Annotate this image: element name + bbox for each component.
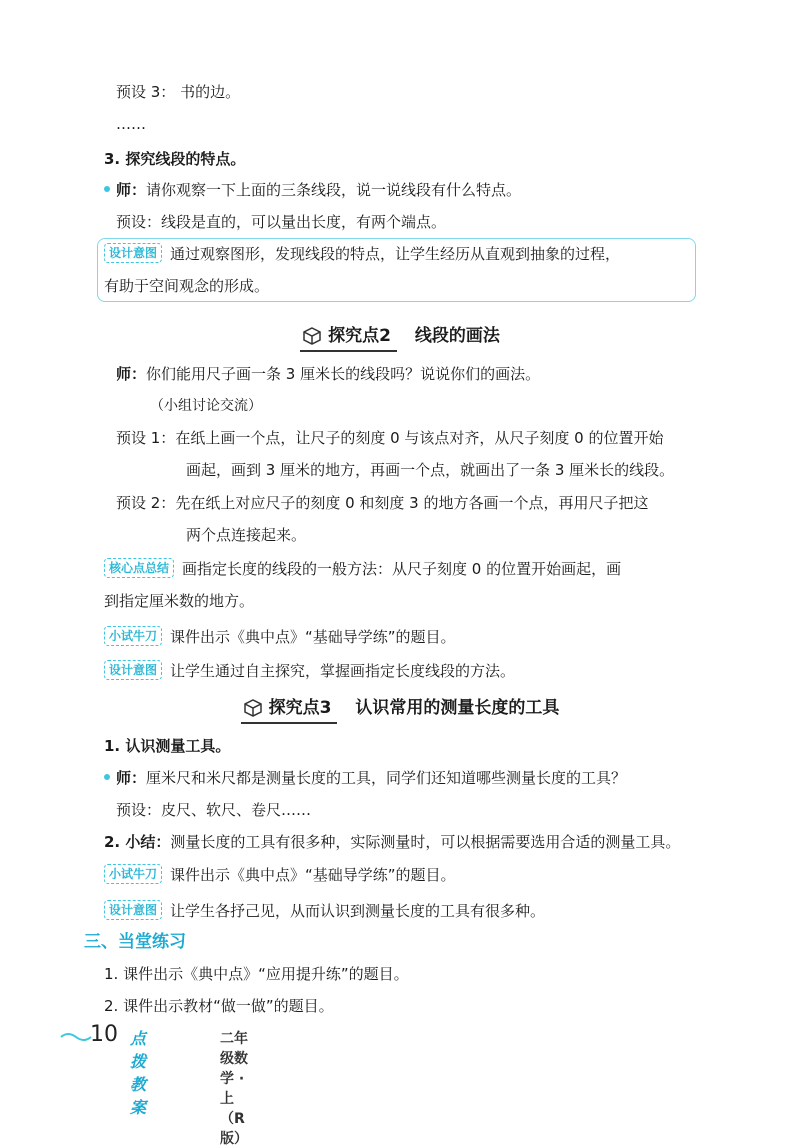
section3-item2: 2. 课件出示教材“做一做”的题目。 [104, 997, 334, 1015]
book-title: 二年级数学 · 上（R 版） [220, 1031, 248, 1147]
core-summary-tag: 核心点总结 [104, 558, 174, 578]
section3-item1: 1. 课件出示《典中点》“应用提升练”的题目。 [104, 965, 409, 983]
try-tag: 小试牛刀 [104, 626, 162, 646]
teacher-label: 师： [116, 769, 147, 787]
wave-icon [60, 1030, 92, 1044]
preset2-label: 预设 2： [116, 494, 176, 512]
preset1-text-a: 在纸上画一个点，让尺子的刻度 0 与该点对齐，从尺子刻度 0 的位置开始 [175, 429, 664, 447]
preset2-line-a [116, 491, 648, 515]
design-text: 让学生各抒己见，从而认识到测量长度的工具有很多种。 [170, 902, 546, 920]
point2-teacher-line [116, 362, 540, 386]
bullet-dot-icon [104, 774, 110, 780]
group-discussion: （小组讨论交流） [150, 398, 262, 414]
design-intent-tag: 设计意图 [104, 243, 162, 263]
point3-design-line [104, 899, 545, 923]
core-summary-line-1 [104, 557, 621, 581]
point3-preset: 预设：皮尺、软尺、卷尺…… [116, 801, 312, 819]
point3-label: 探究点3 [268, 698, 332, 718]
cube-icon [302, 327, 322, 345]
design-tag: 设计意图 [104, 660, 162, 680]
teacher-text: 厘米尺和米尺都是测量长度的工具，同学们还知道哪些测量长度的工具？ [146, 769, 627, 787]
preset2-line-b: 两个点连接起来。 [186, 526, 307, 544]
preset-line: 预设：线段是直的，可以量出长度，有两个端点。 [116, 213, 447, 231]
preset1-line-b: 画起，画到 3 厘米的地方，再画一个点，就画出了一条 3 厘米长的线段。 [186, 461, 675, 479]
point2-label: 探究点2 [328, 326, 391, 346]
teacher-text: 请你观察一下上面的三条线段，说一说线段有什么特点。 [146, 181, 522, 199]
core-summary-text-a: 画指定长度的线段的一般方法：从尺子刻度 0 的位置开始画起，画 [182, 560, 622, 578]
point2-heading [0, 322, 800, 352]
summary-label: 2. 小结： [104, 833, 171, 851]
point3-teacher-line [116, 766, 626, 790]
point3-s1: 1. 认识测量工具。 [104, 737, 231, 755]
bullet-dot-icon [104, 186, 110, 192]
point3-label-box [241, 694, 338, 724]
point3-title: 认识常用的测量长度的工具 [355, 698, 560, 718]
preset1-label: 预设 1： [116, 429, 176, 447]
point3-summary-line [104, 830, 680, 854]
core-summary-line-2: 到指定厘米数的地方。 [104, 592, 255, 610]
brand-logo: 点拨教案 [130, 1029, 147, 1117]
design-line-2 [104, 659, 515, 683]
try-text: 课件出示《典中点》“基础导学练”的题目。 [170, 866, 456, 884]
section3-title: 三、当堂练习 [84, 932, 186, 952]
preset-3-line: 预设 3： 书的边。 [116, 83, 241, 101]
design-intent-text-a: 通过观察图形，发现线段的特点，让学生经历从直观到抽象的过程， [170, 245, 621, 263]
try-line-1 [104, 625, 456, 649]
cube-icon [243, 699, 263, 717]
preset2-text-a: 先在纸上对应尺子的刻度 0 和刻度 3 的地方各画一个点，再用尺子把这 [175, 494, 649, 512]
teacher-text: 你们能用尺子画一条 3 厘米长的线段吗？说说你们的画法。 [146, 365, 541, 383]
design-intent-line-2: 有助于空间观念的形成。 [104, 277, 270, 295]
teacher-line-1 [116, 178, 521, 202]
design-tag: 设计意图 [104, 900, 162, 920]
ellipsis: …… [116, 115, 146, 133]
subsection-3-title: 3. 探究线段的特点。 [104, 150, 246, 168]
point2-label-box [300, 322, 397, 352]
point3-try-line [104, 863, 456, 887]
design-text: 让学生通过自主探究，掌握画指定长度线段的方法。 [170, 662, 516, 680]
teacher-label: 师： [116, 181, 147, 199]
try-text: 课件出示《典中点》“基础导学练”的题目。 [170, 628, 456, 646]
point2-title: 线段的画法 [414, 326, 500, 346]
teacher-label: 师： [116, 365, 147, 383]
design-intent-line-1 [104, 242, 620, 266]
point3-heading [0, 694, 800, 724]
preset1-line-a [116, 426, 663, 450]
page-number: 10 [90, 1022, 118, 1047]
try-tag: 小试牛刀 [104, 864, 162, 884]
summary-text: 测量长度的工具有很多种，实际测量时，可以根据需要选用合适的测量工具。 [170, 833, 681, 851]
